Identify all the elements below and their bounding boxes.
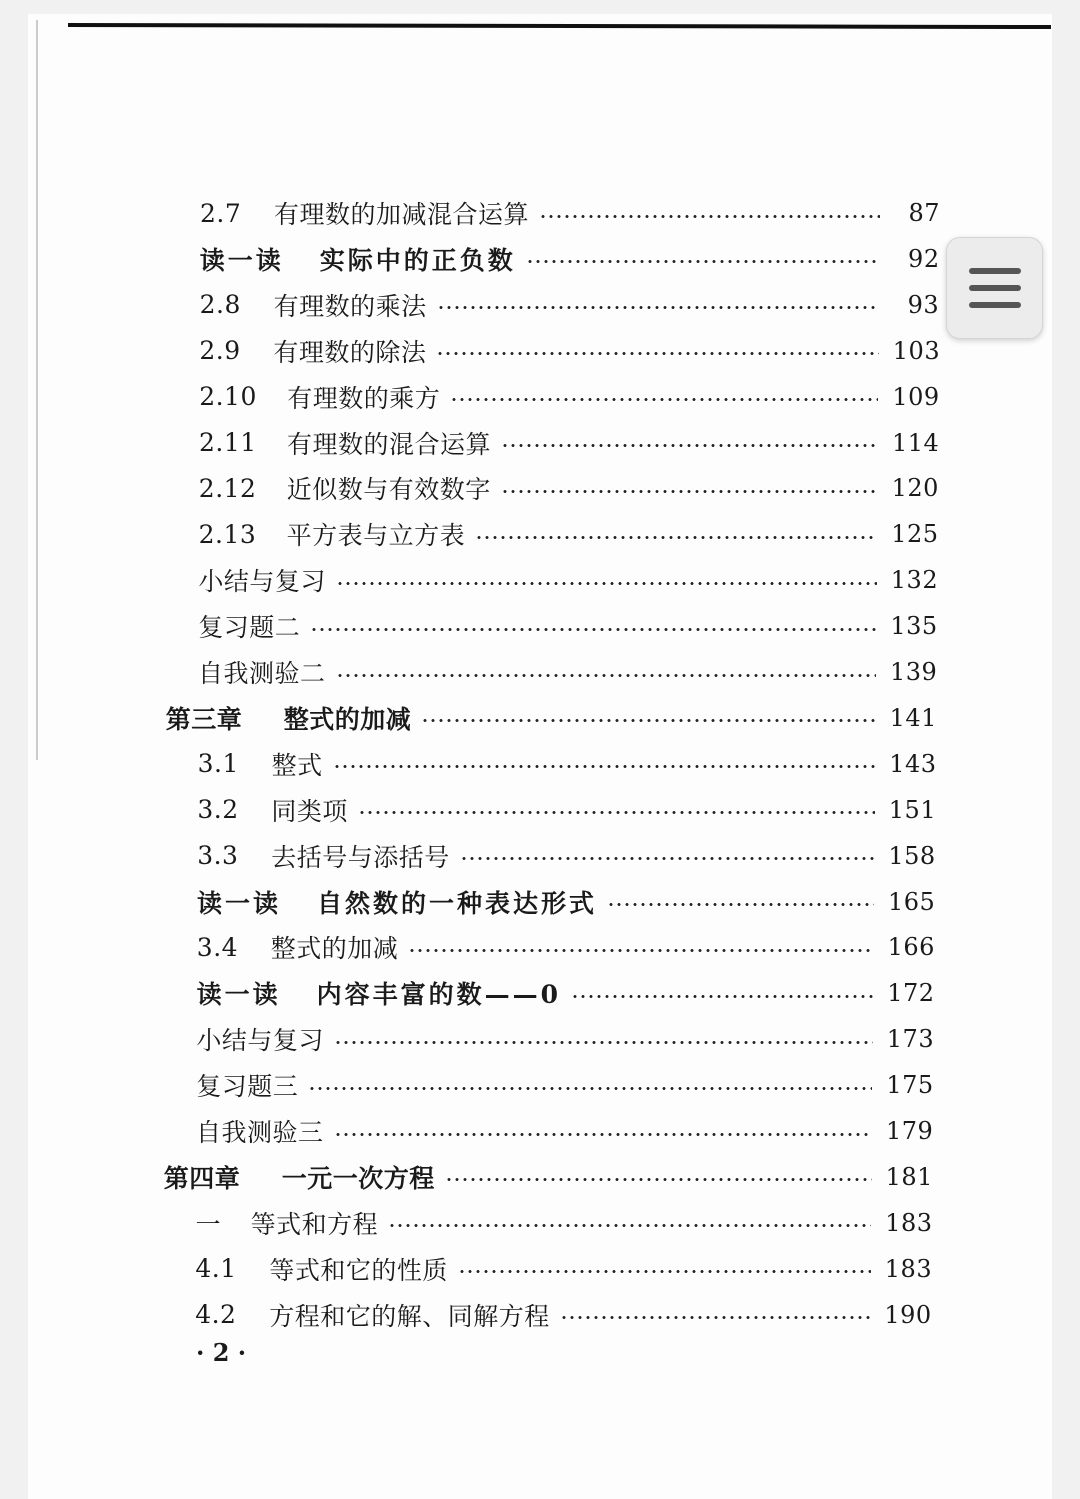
dot-leader	[408, 949, 873, 952]
toc-entry-number: 读一读	[197, 888, 282, 918]
toc-entry	[199, 514, 938, 554]
dot-leader	[560, 1316, 871, 1319]
toc-entry	[198, 606, 936, 646]
toc-entry-number: 3.4	[196, 932, 239, 962]
toc-entry-page: 179	[886, 1117, 934, 1145]
toc-entry-title: 有理数的加减混合运算	[274, 200, 530, 229]
toc-entry-page: 143	[889, 749, 937, 778]
toc-entry	[198, 652, 936, 692]
toc-entry-number: 第三章	[165, 704, 243, 734]
toc-entry-title: 复习题二	[198, 613, 301, 643]
page-edge-line	[36, 20, 38, 760]
toc-entry-page: 172	[887, 979, 935, 1008]
toc-entry-title: 自然数的一种表达形式	[317, 888, 598, 918]
toc-entry-number: 2.8	[199, 290, 241, 320]
toc-entry-page: 103	[892, 336, 941, 365]
toc-entry	[166, 698, 936, 738]
toc-entry-number: 3.2	[197, 795, 239, 825]
dot-leader	[526, 260, 880, 263]
toc-entry-page: 139	[890, 658, 938, 686]
toc-entry-title: 一元一次方程	[281, 1163, 435, 1193]
toc-entry-title: 复习题三	[196, 1072, 299, 1102]
toc-entry-page: 158	[888, 841, 936, 870]
top-rule-line	[68, 23, 1051, 29]
toc-entry-number: 读一读	[196, 980, 281, 1010]
toc-entry-number: 2.7	[200, 198, 242, 228]
toc-entry-number: 3.3	[197, 841, 239, 871]
toc-entry-title: 同类项	[271, 796, 348, 826]
toc-entry-title: 平方表与立方表	[286, 521, 466, 551]
toc-entry-page: 183	[885, 1208, 933, 1237]
dot-leader	[458, 1270, 871, 1273]
toc-entry	[197, 790, 937, 830]
toc-entry-number: 第四章	[163, 1163, 241, 1193]
toc-entry-title: 有理数的除法	[273, 337, 427, 367]
toc-entry-title: 等式和它的性质	[269, 1255, 448, 1285]
toc-entry-number: 一	[195, 1209, 222, 1239]
dot-leader	[475, 536, 877, 539]
toc-entry	[198, 560, 939, 600]
dot-leader	[334, 1041, 873, 1044]
toc-entry-title: 整式	[271, 750, 323, 780]
toc-entry-title: 有理数的混合运算	[287, 429, 492, 459]
toc-entry	[196, 1203, 932, 1243]
toc-entry-title: 有理数的乘方	[287, 383, 441, 413]
dot-leader	[571, 995, 873, 998]
dot-leader	[336, 674, 876, 677]
toc-entry	[199, 331, 941, 371]
toc-entry-title: 等式和方程	[250, 1209, 379, 1239]
toc-entry-page: 109	[892, 382, 940, 411]
toc-entry-page: 120	[891, 474, 939, 503]
toc-entry-number: 2.9	[199, 336, 241, 366]
toc-entry-number: 2.13	[198, 519, 257, 549]
dot-leader	[388, 1224, 871, 1227]
toc-entry	[199, 423, 938, 463]
toc-entry-page: 175	[886, 1071, 934, 1100]
dot-leader	[445, 1178, 872, 1181]
toc-entry-number: 2.10	[199, 382, 257, 412]
toc-entry-page: 165	[888, 887, 936, 916]
toc-entry-title: 有理数的乘法	[273, 291, 427, 321]
toc-entry-number: 3.1	[197, 749, 239, 779]
toc-entry-page: 173	[886, 1025, 935, 1054]
toc-entry	[195, 1249, 933, 1289]
toc-entry	[197, 836, 934, 876]
dot-leader	[436, 352, 878, 355]
dot-leader	[501, 444, 878, 447]
toc-entry-title: 自我测验三	[196, 1118, 324, 1147]
toc-entry-title: 方程和它的解、同解方程	[269, 1301, 550, 1331]
page-number: · 2 ·	[196, 1338, 247, 1367]
toc-entry-number: 4.2	[195, 1300, 237, 1330]
toc-entry-number: 4.1	[195, 1254, 237, 1284]
dot-leader	[539, 215, 880, 218]
toc-entry	[200, 239, 940, 279]
toc-entry-number: 2.12	[198, 473, 257, 503]
toc-entry	[200, 193, 940, 233]
toc-entry-page: 181	[885, 1162, 933, 1191]
toc-entry	[195, 1295, 930, 1335]
toc-entry-title: 自我测验二	[198, 659, 326, 688]
dot-leader	[333, 765, 876, 768]
toc-entry-page: 93	[907, 290, 940, 319]
toc-entry	[197, 882, 934, 922]
toc-entry-page: 114	[892, 428, 940, 457]
toc-entry-page: 125	[891, 520, 939, 549]
dot-leader	[358, 811, 875, 814]
toc-entry-title: 实际中的正负数	[319, 245, 516, 275]
toc-entry-number: 2.11	[199, 428, 257, 457]
dot-leader	[607, 903, 874, 906]
toc-entry	[196, 1111, 932, 1151]
dot-leader	[310, 628, 876, 631]
toc-entry-page: 135	[890, 612, 938, 641]
dot-leader	[450, 398, 878, 401]
toc-entry-title: 小结与复习	[198, 567, 326, 597]
toc-entry-title: 整式的加减	[283, 704, 412, 734]
toc-entry-page: 132	[890, 566, 939, 595]
toc-entry	[199, 377, 938, 417]
toc-entry-page: 141	[889, 703, 937, 732]
dot-leader	[308, 1087, 872, 1090]
toc-entry	[198, 744, 936, 784]
toc-entry-title: 内容丰富的数——0	[316, 980, 561, 1010]
toc-entry-title: 近似数与有效数字	[286, 475, 491, 505]
dot-leader	[501, 490, 878, 493]
toc-entry-page: 87	[908, 199, 940, 227]
toc-entry-title: 小结与复习	[196, 1026, 324, 1056]
toc-entry-number: 读一读	[199, 245, 284, 275]
toc-entry	[164, 1157, 932, 1197]
toc-entry	[199, 468, 938, 508]
toc-entry-title: 去括号与添括号	[271, 842, 450, 872]
toc-entry-page: 92	[908, 244, 940, 273]
dot-leader	[336, 582, 877, 585]
hamburger-menu-icon	[969, 268, 1021, 308]
toc-entry-page: 151	[888, 795, 937, 824]
dot-leader	[460, 857, 875, 860]
toc-entry	[197, 927, 934, 967]
dot-leader	[421, 719, 875, 722]
menu-button[interactable]	[946, 237, 1043, 339]
toc-entry	[200, 285, 940, 325]
toc-entry-page: 166	[887, 933, 935, 962]
toc-entry-title: 整式的加减	[270, 934, 399, 964]
toc-entry-page: 183	[884, 1254, 933, 1283]
dot-leader	[437, 306, 880, 309]
dot-leader	[334, 1133, 872, 1136]
toc-entry	[197, 973, 934, 1013]
toc-entry-page: 190	[884, 1300, 932, 1329]
toc-entry	[196, 1065, 932, 1105]
toc-entry	[196, 1019, 935, 1059]
